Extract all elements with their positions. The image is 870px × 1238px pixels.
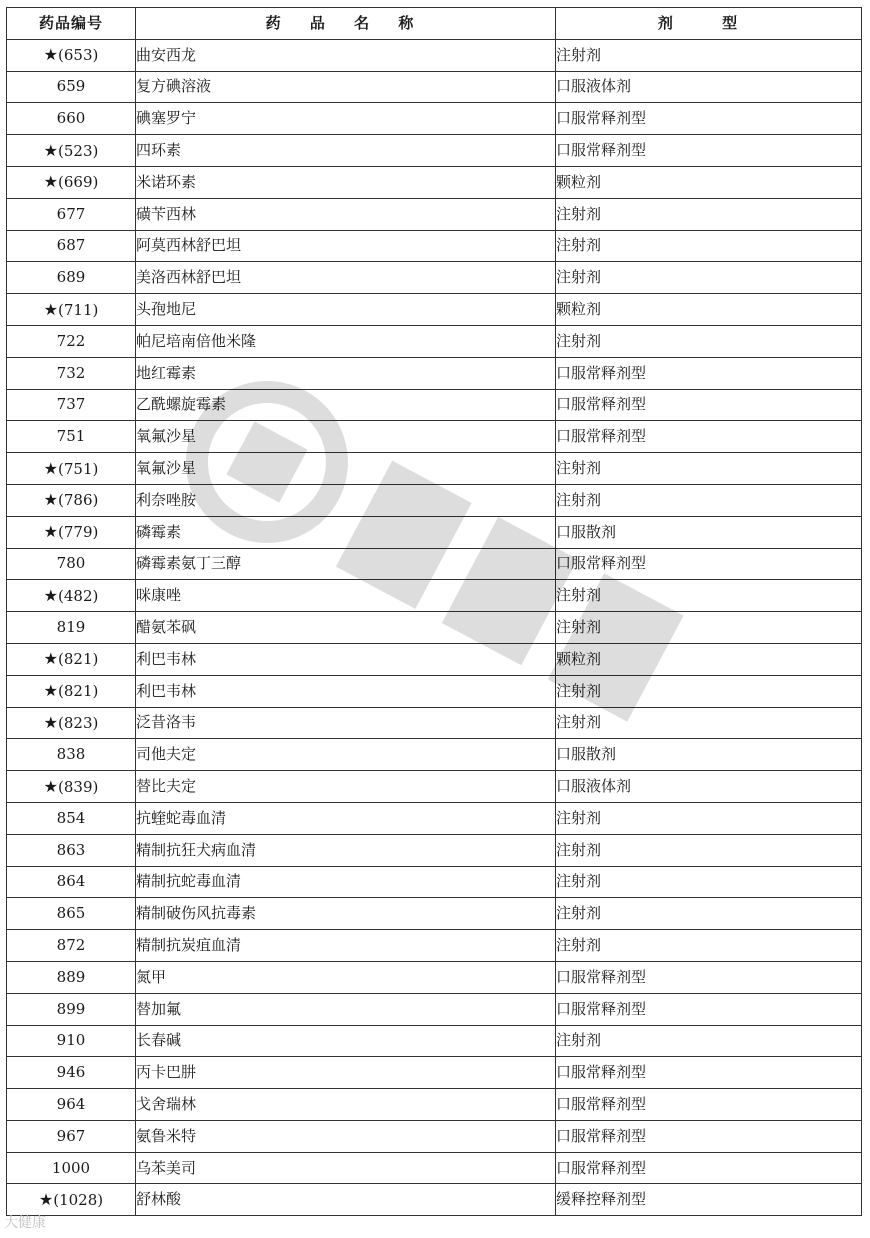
drug-code-cell [7,262,136,294]
dosage-form-cell: 注射剂 [556,325,862,357]
drug-name-cell: 磺苄西林 [136,198,556,230]
drug-name-cell: 碘塞罗宁 [136,103,556,135]
drug-code: 1000 [51,1158,91,1177]
table-row [7,198,862,230]
drug-name-cell: 丙卡巴肼 [136,1057,556,1089]
drug-code: 964 [56,1094,86,1113]
table-row [7,135,862,167]
drug-code: 899 [56,999,86,1018]
table-row [7,1152,862,1184]
drug-name-cell: 乙酰螺旋霉素 [136,389,556,421]
dosage-form-cell: 注射剂 [556,707,862,739]
dosage-form-cell: 注射剂 [556,1025,862,1057]
drug-name-cell: 利巴韦林 [136,675,556,707]
dosage-form-cell: 口服常释剂型 [556,548,862,580]
dosage-form-cell: 注射剂 [556,580,862,612]
drug-code: 687 [56,236,86,255]
table-row [7,103,862,135]
drug-code-cell [7,548,136,580]
table-row [7,993,862,1025]
star-icon: ★ [43,140,58,160]
drug-code: (821) [58,682,99,701]
dosage-form-cell: 口服常释剂型 [556,357,862,389]
dosage-form-cell: 注射剂 [556,453,862,485]
table-row [7,1025,862,1057]
table-row [7,961,862,993]
drug-name-cell: 咪康唑 [136,580,556,612]
drug-code: (839) [58,777,99,796]
dosage-form-cell: 口服散剂 [556,739,862,771]
dosage-form-cell: 注射剂 [556,802,862,834]
star-icon: ★ [43,45,58,65]
drug-code: (711) [58,300,99,319]
dosage-form-cell: 注射剂 [556,198,862,230]
drug-name-cell: 利巴韦林 [136,643,556,675]
star-icon: ★ [43,490,58,510]
drug-name-cell: 头孢地尼 [136,294,556,326]
drug-name-cell: 氧氟沙星 [136,453,556,485]
drug-code: 737 [56,395,86,414]
table-row [7,1089,862,1121]
drug-code-cell [7,1025,136,1057]
dosage-form-cell: 注射剂 [556,39,862,71]
drug-code-cell [7,580,136,612]
drug-name-cell: 地红霉素 [136,357,556,389]
star-icon: ★ [43,522,58,542]
drug-name-cell: 氨鲁米特 [136,1120,556,1152]
drug-name-cell: 美洛西林舒巴坦 [136,262,556,294]
drug-code-cell [7,1057,136,1089]
drug-code: (1028) [53,1190,104,1209]
star-icon: ★ [43,458,58,478]
table-row [7,453,862,485]
drug-code: (669) [58,173,99,192]
drug-code-cell [7,39,136,71]
drug-name-cell: 氮甲 [136,961,556,993]
dosage-form-cell: 注射剂 [556,866,862,898]
drug-name-cell: 司他夫定 [136,739,556,771]
drug-code: (786) [58,491,99,510]
drug-code: 722 [56,331,86,350]
drug-code: 838 [56,745,86,764]
table-row [7,802,862,834]
drug-code-cell [7,1120,136,1152]
drug-code: (823) [58,713,99,732]
star-icon: ★ [43,712,58,732]
drug-name-cell: 四环素 [136,135,556,167]
drug-code-cell [7,643,136,675]
star-icon: ★ [43,776,58,796]
drug-name-cell: 氧氟沙星 [136,421,556,453]
drug-code-cell [7,612,136,644]
drug-name-cell: 精制抗蛇毒血清 [136,866,556,898]
table-row [7,1120,862,1152]
drug-code: (751) [58,459,99,478]
star-icon: ★ [43,585,58,605]
drug-code-cell [7,71,136,103]
drug-code-cell [7,484,136,516]
drug-code-cell [7,294,136,326]
table-body [7,39,862,1215]
drug-name-cell: 精制抗狂犬病血清 [136,834,556,866]
drug-code-cell [7,103,136,135]
table-row [7,1057,862,1089]
drug-code-cell [7,357,136,389]
table-row [7,643,862,675]
footer-watermark-text: 大健康 [4,1215,46,1231]
drug-code-cell [7,707,136,739]
drug-code: 854 [56,808,86,827]
dosage-form-cell: 注射剂 [556,612,862,644]
dosage-form-cell: 缓释控释剂型 [556,1184,862,1216]
drug-name-cell: 精制破伤风抗毒素 [136,898,556,930]
drug-code: 864 [56,872,86,891]
drug-table [6,7,862,1216]
drug-name-cell: 利奈唑胺 [136,484,556,516]
drug-name-cell: 替加氟 [136,993,556,1025]
drug-code-cell [7,993,136,1025]
dosage-form-cell: 口服液体剂 [556,771,862,803]
dosage-form-cell: 口服常释剂型 [556,1120,862,1152]
table-row [7,548,862,580]
table-row [7,357,862,389]
table-row [7,484,862,516]
header-row [7,8,862,40]
dosage-form-cell: 口服常释剂型 [556,103,862,135]
dosage-form-cell: 口服常释剂型 [556,1089,862,1121]
dosage-form-cell: 口服液体剂 [556,71,862,103]
table-row [7,612,862,644]
table-row [7,294,862,326]
table-row [7,71,862,103]
table-row [7,516,862,548]
dosage-form-cell: 口服常释剂型 [556,961,862,993]
drug-code-cell [7,135,136,167]
drug-name-cell: 曲安西龙 [136,39,556,71]
drug-name-cell: 磷霉素 [136,516,556,548]
dosage-form-cell: 口服常释剂型 [556,135,862,167]
drug-code-cell [7,1152,136,1184]
drug-code: 819 [56,618,86,637]
drug-code-cell [7,166,136,198]
dosage-form-cell: 颗粒剂 [556,643,862,675]
drug-name-cell: 醋氨苯砜 [136,612,556,644]
drug-code: 660 [56,109,86,128]
table-row [7,866,862,898]
table-row [7,898,862,930]
dosage-form-cell: 口服常释剂型 [556,389,862,421]
dosage-form-cell: 颗粒剂 [556,166,862,198]
drug-code: (653) [58,46,99,65]
drug-code: (523) [58,141,99,160]
drug-name-cell: 舒林酸 [136,1184,556,1216]
drug-name-cell: 米诺环素 [136,166,556,198]
dosage-form-cell: 口服散剂 [556,516,862,548]
dosage-form-cell: 注射剂 [556,898,862,930]
table-header [7,8,862,40]
dosage-form-cell: 口服常释剂型 [556,993,862,1025]
drug-name-cell: 精制抗炭疽血清 [136,930,556,962]
drug-code: 967 [56,1126,86,1145]
drug-code: 865 [56,904,86,923]
dosage-form-cell: 注射剂 [556,230,862,262]
table-row [7,262,862,294]
table-row [7,39,862,71]
dosage-form-cell: 注射剂 [556,484,862,516]
drug-code-cell [7,325,136,357]
drug-code-cell [7,1184,136,1216]
star-icon: ★ [43,649,58,669]
drug-code-cell [7,198,136,230]
drug-name-cell: 复方碘溶液 [136,71,556,103]
drug-name-cell: 泛昔洛韦 [136,707,556,739]
dosage-form-cell: 口服常释剂型 [556,421,862,453]
drug-code-cell [7,516,136,548]
table-row [7,707,862,739]
drug-code-cell [7,802,136,834]
drug-code-cell [7,930,136,962]
drug-code-cell [7,961,136,993]
table-row [7,1184,862,1216]
drug-code: 689 [56,268,86,287]
table-row [7,325,862,357]
drug-code-cell [7,1089,136,1121]
drug-code: (482) [58,586,99,605]
drug-name-cell: 抗蝰蛇毒血清 [136,802,556,834]
drug-code: (821) [58,650,99,669]
star-icon: ★ [43,681,58,701]
drug-code-cell [7,230,136,262]
header-dosage-form: 剂 型 [556,8,862,40]
drug-code: 910 [56,1031,86,1050]
drug-code: 677 [56,204,86,223]
table-row [7,675,862,707]
drug-code: 659 [56,77,86,96]
drug-code-cell [7,898,136,930]
drug-name-cell: 戈舍瑞林 [136,1089,556,1121]
drug-code: 946 [56,1063,86,1082]
drug-code-cell [7,834,136,866]
table-row [7,834,862,866]
dosage-form-cell: 口服常释剂型 [556,1152,862,1184]
drug-name-cell: 替比夫定 [136,771,556,803]
drug-code-cell [7,771,136,803]
dosage-form-cell: 注射剂 [556,262,862,294]
drug-code: 780 [56,554,86,573]
star-icon: ★ [43,299,58,319]
drug-name-cell: 阿莫西林舒巴坦 [136,230,556,262]
drug-code: 863 [56,840,86,859]
header-drug-name: 药 品 名 称 [136,8,556,40]
drug-name-cell: 帕尼培南倍他米隆 [136,325,556,357]
dosage-form-cell: 口服常释剂型 [556,1057,862,1089]
star-icon: ★ [43,172,58,192]
table-row [7,739,862,771]
drug-code: 732 [56,363,86,382]
drug-code-cell [7,421,136,453]
table-row [7,230,862,262]
drug-code: (779) [58,523,99,542]
star-icon: ★ [38,1189,54,1209]
dosage-form-cell: 注射剂 [556,930,862,962]
dosage-form-cell: 注射剂 [556,675,862,707]
drug-code: 872 [56,936,86,954]
table-row [7,930,862,962]
table-row [7,389,862,421]
drug-name-cell: 磷霉素氨丁三醇 [136,548,556,580]
header-drug-code: 药品编号 [7,8,136,40]
drug-name-cell: 长春碱 [136,1025,556,1057]
drug-code-cell [7,389,136,421]
drug-code-cell [7,866,136,898]
drug-code: 751 [56,427,86,446]
drug-code-cell [7,675,136,707]
drug-code-cell [7,739,136,771]
table-row [7,580,862,612]
table-row [7,421,862,453]
table-row [7,166,862,198]
dosage-form-cell: 颗粒剂 [556,294,862,326]
drug-code-cell [7,453,136,485]
drug-code: 889 [56,967,86,986]
table-row [7,771,862,803]
dosage-form-cell: 注射剂 [556,834,862,866]
drug-name-cell: 乌苯美司 [136,1152,556,1184]
